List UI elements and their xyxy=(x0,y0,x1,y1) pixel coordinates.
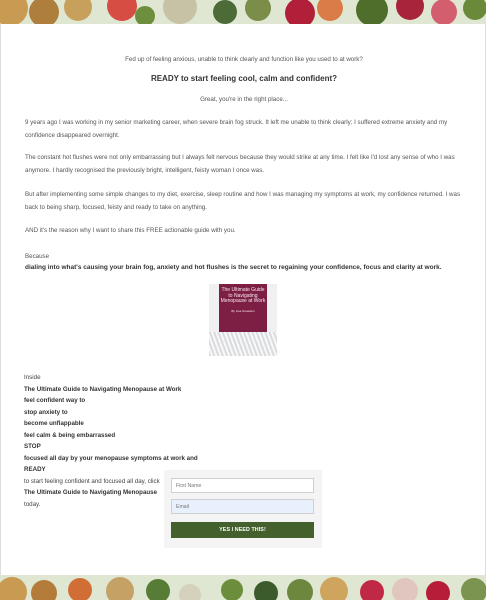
inside-line: stop anxiety to xyxy=(24,408,68,416)
bottom-vegetable-banner xyxy=(0,575,486,600)
book-cover xyxy=(219,284,267,332)
inside-line: feel calm & being embarrassed xyxy=(24,431,116,439)
ready-headline: READY to start feeling cool, calm and confident? xyxy=(150,74,338,83)
vegetable-banner-image xyxy=(0,575,486,600)
inside-line: feel confident way to xyxy=(24,397,86,404)
book-base xyxy=(209,332,277,356)
yes-i-need-this-button[interactable]: YES I NEED THIS! xyxy=(171,522,314,538)
inside-line: today. xyxy=(24,500,41,508)
key-message: dialing into what's causing your brain fog, anxiety and hot flushes is the secret to regaining your confidence, focus and clarity at work. xyxy=(25,264,442,271)
intro-question: Fed up of feeling anxious, unable to think clearly and function like you used to at work? xyxy=(125,56,363,63)
inside-line: focused all day by your menopause symptoms at work and xyxy=(24,454,198,462)
inside-line: STOP xyxy=(24,443,41,450)
book-title: The Ultimate Guide to Navigating Menopause at Work xyxy=(220,287,266,305)
vegetable-banner-image xyxy=(0,0,486,24)
intro-subhead: Great, you're in the right place... xyxy=(200,96,288,103)
inside-label: Inside xyxy=(24,374,41,381)
story-paragraph-2: The constant hot flushes were not only embarrassing but I always felt nervous because they would strike at any time. I felt like I'd lost any sense of who I was anymore. I hardly recognised the previously bright, intelligent, feisty woman I once was. xyxy=(25,154,455,174)
inside-line: The Ultimate Guide to Navigating Menopause at Work xyxy=(24,385,182,393)
story-paragraph-1: 9 years ago I was working in my senior marketing career, when severe brain fog struck. It left me unable to think clearly; I suffered extreme anxiety and my confidence disappeared overnight. xyxy=(25,119,448,139)
inside-line: The Ultimate Guide to Navigating Menopause xyxy=(24,489,158,496)
book-author: By Lisa Snowdon xyxy=(231,308,255,313)
first-name-field[interactable] xyxy=(171,478,314,493)
email-field[interactable] xyxy=(171,499,314,514)
top-vegetable-banner xyxy=(0,0,486,24)
inside-line: become unflappable xyxy=(24,420,84,427)
story-paragraph-3: But after implementing some simple changes to my diet, exercise, sleep routine and how I was managing my symptoms at work, my confidence returned. I was back to being sharp, focused, feisty and ready to take on anything. xyxy=(25,191,461,211)
inside-line: READY xyxy=(24,466,46,473)
story-paragraph-4: AND it's the reason why I want to share this FREE actionable guide with you. xyxy=(25,227,236,234)
guide-signup-form xyxy=(164,470,322,548)
inside-line: to start feeling confident and focused all day, click xyxy=(24,477,160,485)
guide-book-image xyxy=(209,284,277,356)
because-label: Because xyxy=(25,253,50,260)
